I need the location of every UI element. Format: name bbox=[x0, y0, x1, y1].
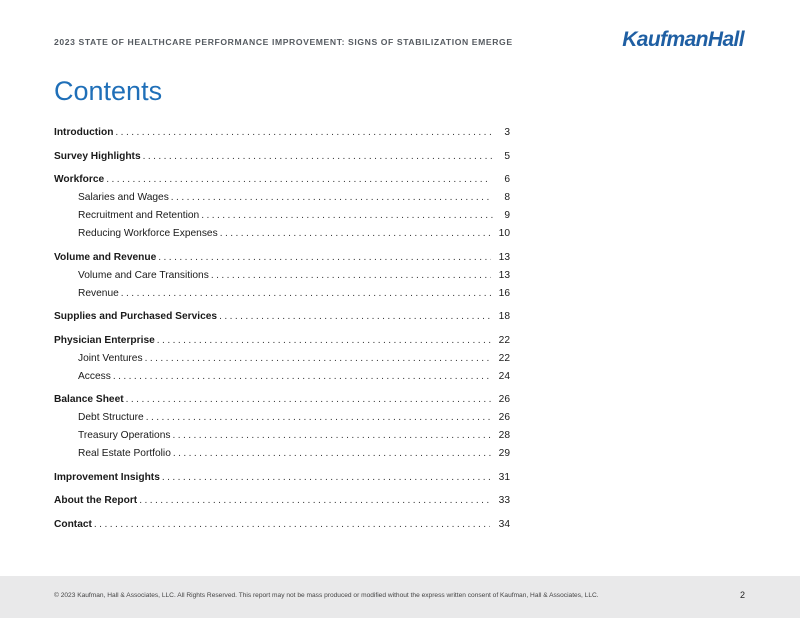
toc-dot-leader bbox=[126, 391, 491, 409]
table-of-contents bbox=[54, 124, 510, 534]
toc-entry-page-number: 26 bbox=[498, 394, 510, 405]
page-title: Contents bbox=[54, 76, 163, 106]
toc-entry-page-number: 10 bbox=[498, 228, 510, 239]
toc-entry-label: About the Report bbox=[54, 495, 138, 506]
toc-entry[interactable] bbox=[54, 469, 510, 487]
toc-entry-page-number: 9 bbox=[504, 210, 510, 221]
toc-dot-leader bbox=[143, 148, 492, 166]
toc-entry-label: Access bbox=[78, 370, 111, 382]
toc-entry-page-number: 26 bbox=[498, 412, 510, 423]
toc-entry[interactable] bbox=[54, 207, 510, 225]
kaufmanhall-logo: KaufmanHall bbox=[622, 28, 744, 51]
toc-dot-leader bbox=[146, 409, 491, 427]
toc-dot-leader bbox=[157, 332, 491, 350]
toc-entry[interactable] bbox=[54, 332, 510, 350]
toc-entry-page-number: 3 bbox=[504, 127, 510, 138]
toc-entry-page-number: 28 bbox=[498, 430, 510, 441]
toc-entry-label: Recruitment and Retention bbox=[78, 210, 200, 221]
toc-entry-label: Revenue bbox=[78, 287, 119, 299]
toc-entry-page-number: 6 bbox=[504, 174, 510, 185]
toc-entry-label: Balance Sheet bbox=[54, 394, 124, 405]
toc-entry[interactable] bbox=[54, 249, 510, 267]
toc-dot-leader bbox=[115, 124, 490, 142]
toc-entry-label: Salaries and Wages bbox=[78, 192, 169, 203]
toc-dot-leader bbox=[121, 285, 491, 303]
toc-dot-leader bbox=[220, 225, 491, 243]
toc-entry[interactable] bbox=[54, 124, 510, 142]
toc-entry-label: Reducing Workforce Expenses bbox=[78, 228, 218, 239]
toc-dot-leader bbox=[211, 267, 491, 285]
copyright-notice: © 2023 Kaufman, Hall & Associates, LLC. All Rights Reserved. This report may not be mass produced or modified without the express written consent of Kaufman, Hall & Associates, LLC. bbox=[54, 592, 599, 599]
toc-entry[interactable] bbox=[54, 368, 510, 386]
toc-dot-leader bbox=[158, 249, 490, 267]
toc-entry[interactable] bbox=[54, 308, 510, 326]
toc-entry-page-number: 29 bbox=[498, 448, 510, 459]
toc-dot-leader bbox=[219, 308, 491, 326]
toc-entry[interactable] bbox=[54, 225, 510, 243]
toc-entry-page-number: 8 bbox=[504, 192, 510, 203]
toc-entry-label: Introduction bbox=[54, 127, 114, 138]
toc-entry-page-number: 5 bbox=[504, 150, 510, 162]
toc-entry-page-number: 33 bbox=[498, 495, 510, 506]
toc-entry[interactable] bbox=[54, 285, 510, 303]
toc-entry-label: Improvement Insights bbox=[54, 471, 160, 483]
footer-page-number: 2 bbox=[739, 590, 745, 600]
toc-entry-label: Debt Structure bbox=[78, 412, 144, 423]
toc-entry[interactable] bbox=[54, 189, 510, 207]
toc-entry[interactable] bbox=[54, 427, 510, 445]
toc-entry-label: Real Estate Portfolio bbox=[78, 448, 171, 459]
running-header-title: 2023 STATE OF HEALTHCARE PERFORMANCE IMPROVEMENT: SIGNS OF STABILIZATION EMERGE bbox=[54, 37, 513, 47]
toc-dot-leader bbox=[201, 207, 493, 225]
toc-dot-leader bbox=[172, 427, 490, 445]
toc-dot-leader bbox=[139, 492, 490, 510]
toc-entry-page-number: 13 bbox=[498, 251, 510, 263]
toc-dot-leader bbox=[94, 516, 490, 534]
toc-entry[interactable] bbox=[54, 171, 510, 189]
toc-entry-page-number: 22 bbox=[498, 334, 510, 346]
toc-entry-page-number: 34 bbox=[498, 518, 510, 530]
toc-entry-label: Survey Highlights bbox=[54, 150, 141, 162]
toc-entry-label: Treasury Operations bbox=[78, 430, 171, 441]
toc-entry-label: Volume and Care Transitions bbox=[78, 269, 209, 281]
toc-entry[interactable] bbox=[54, 492, 510, 510]
toc-entry-label: Volume and Revenue bbox=[54, 251, 157, 263]
toc-entry[interactable] bbox=[54, 148, 510, 166]
toc-entry-label: Contact bbox=[54, 518, 92, 530]
toc-entry-page-number: 24 bbox=[498, 370, 510, 382]
toc-dot-leader bbox=[106, 171, 490, 189]
toc-entry-page-number: 31 bbox=[498, 471, 510, 483]
toc-entry-page-number: 22 bbox=[498, 352, 510, 364]
toc-entry-label: Supplies and Purchased Services bbox=[54, 311, 218, 322]
toc-entry[interactable] bbox=[54, 516, 510, 534]
toc-entry-label: Workforce bbox=[54, 174, 105, 185]
toc-entry-label: Physician Enterprise bbox=[54, 334, 155, 346]
toc-entry-label: Joint Ventures bbox=[78, 352, 143, 364]
toc-dot-leader bbox=[173, 445, 491, 463]
toc-entry[interactable] bbox=[54, 391, 510, 409]
toc-dot-leader bbox=[145, 350, 491, 368]
toc-entry-page-number: 13 bbox=[498, 269, 510, 281]
toc-entry-page-number: 16 bbox=[498, 287, 510, 299]
toc-entry[interactable] bbox=[54, 409, 510, 427]
toc-dot-leader bbox=[171, 189, 493, 207]
toc-entry-page-number: 18 bbox=[498, 311, 510, 322]
toc-entry[interactable] bbox=[54, 267, 510, 285]
toc-entry[interactable] bbox=[54, 350, 510, 368]
page-footer bbox=[0, 576, 800, 618]
toc-entry[interactable] bbox=[54, 445, 510, 463]
toc-dot-leader bbox=[113, 368, 491, 386]
toc-dot-leader bbox=[162, 469, 491, 487]
